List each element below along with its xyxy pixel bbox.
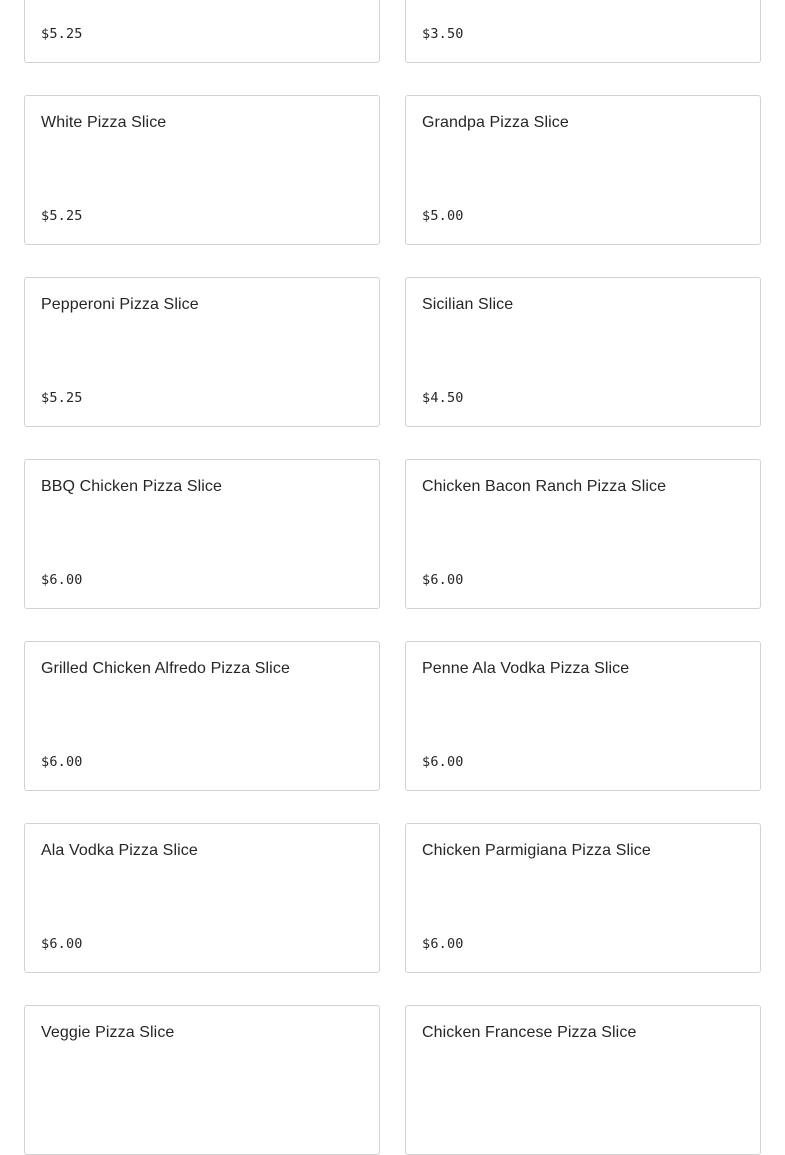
menu-item-price: $6.00 xyxy=(422,754,464,770)
menu-item-price: $5.25 xyxy=(41,208,83,224)
menu-item-price: $4.50 xyxy=(422,390,464,406)
menu-item-price: $6.00 xyxy=(41,754,83,770)
menu-item-name: Chicken Bacon Ranch Pizza Slice xyxy=(422,478,667,495)
menu-item-price: $3.50 xyxy=(422,26,464,42)
menu-item-price: $6.00 xyxy=(41,936,83,952)
menu-item-card[interactable] xyxy=(24,641,380,791)
menu-item-card[interactable] xyxy=(405,641,761,791)
menu-item-card[interactable] xyxy=(405,459,761,609)
menu-item-card[interactable] xyxy=(24,0,380,63)
menu-item-card[interactable] xyxy=(24,1005,380,1155)
menu-item-card[interactable] xyxy=(24,459,380,609)
menu-item-price: $5.25 xyxy=(41,26,83,42)
menu-item-price: $5.25 xyxy=(41,390,83,406)
menu-item-price: $6.00 xyxy=(422,572,464,588)
menu-item-card[interactable] xyxy=(405,0,761,63)
menu-item-name: Ala Vodka Pizza Slice xyxy=(41,842,198,859)
menu-item-price: $5.00 xyxy=(422,208,464,224)
menu-item-name: Chicken Parmigiana Pizza Slice xyxy=(422,842,651,859)
menu-item-name: White Pizza Slice xyxy=(41,114,167,131)
menu-item-name: Chicken Francese Pizza Slice xyxy=(422,1024,637,1041)
menu-item-card[interactable] xyxy=(24,277,380,427)
menu-item-name: Sicilian Slice xyxy=(422,296,514,313)
menu-item-card[interactable] xyxy=(24,95,380,245)
menu-item-card[interactable] xyxy=(24,823,380,973)
menu-item-name: Pepperoni Pizza Slice xyxy=(41,296,199,313)
menu-item-price: $6.00 xyxy=(41,572,83,588)
menu-item-card[interactable] xyxy=(405,1005,761,1155)
menu-item-name: BBQ Chicken Pizza Slice xyxy=(41,478,223,495)
menu-item-name: Grandpa Pizza Slice xyxy=(422,114,569,131)
menu-item-name: Penne Ala Vodka Pizza Slice xyxy=(422,660,630,677)
menu-item-price: $6.00 xyxy=(422,936,464,952)
menu-item-card[interactable] xyxy=(405,277,761,427)
menu-item-card[interactable] xyxy=(405,95,761,245)
menu-item-name: Veggie Pizza Slice xyxy=(41,1024,175,1041)
menu-item-card[interactable] xyxy=(405,823,761,973)
menu-item-name: Grilled Chicken Alfredo Pizza Slice xyxy=(41,660,290,677)
menu-item-grid xyxy=(24,0,761,1155)
